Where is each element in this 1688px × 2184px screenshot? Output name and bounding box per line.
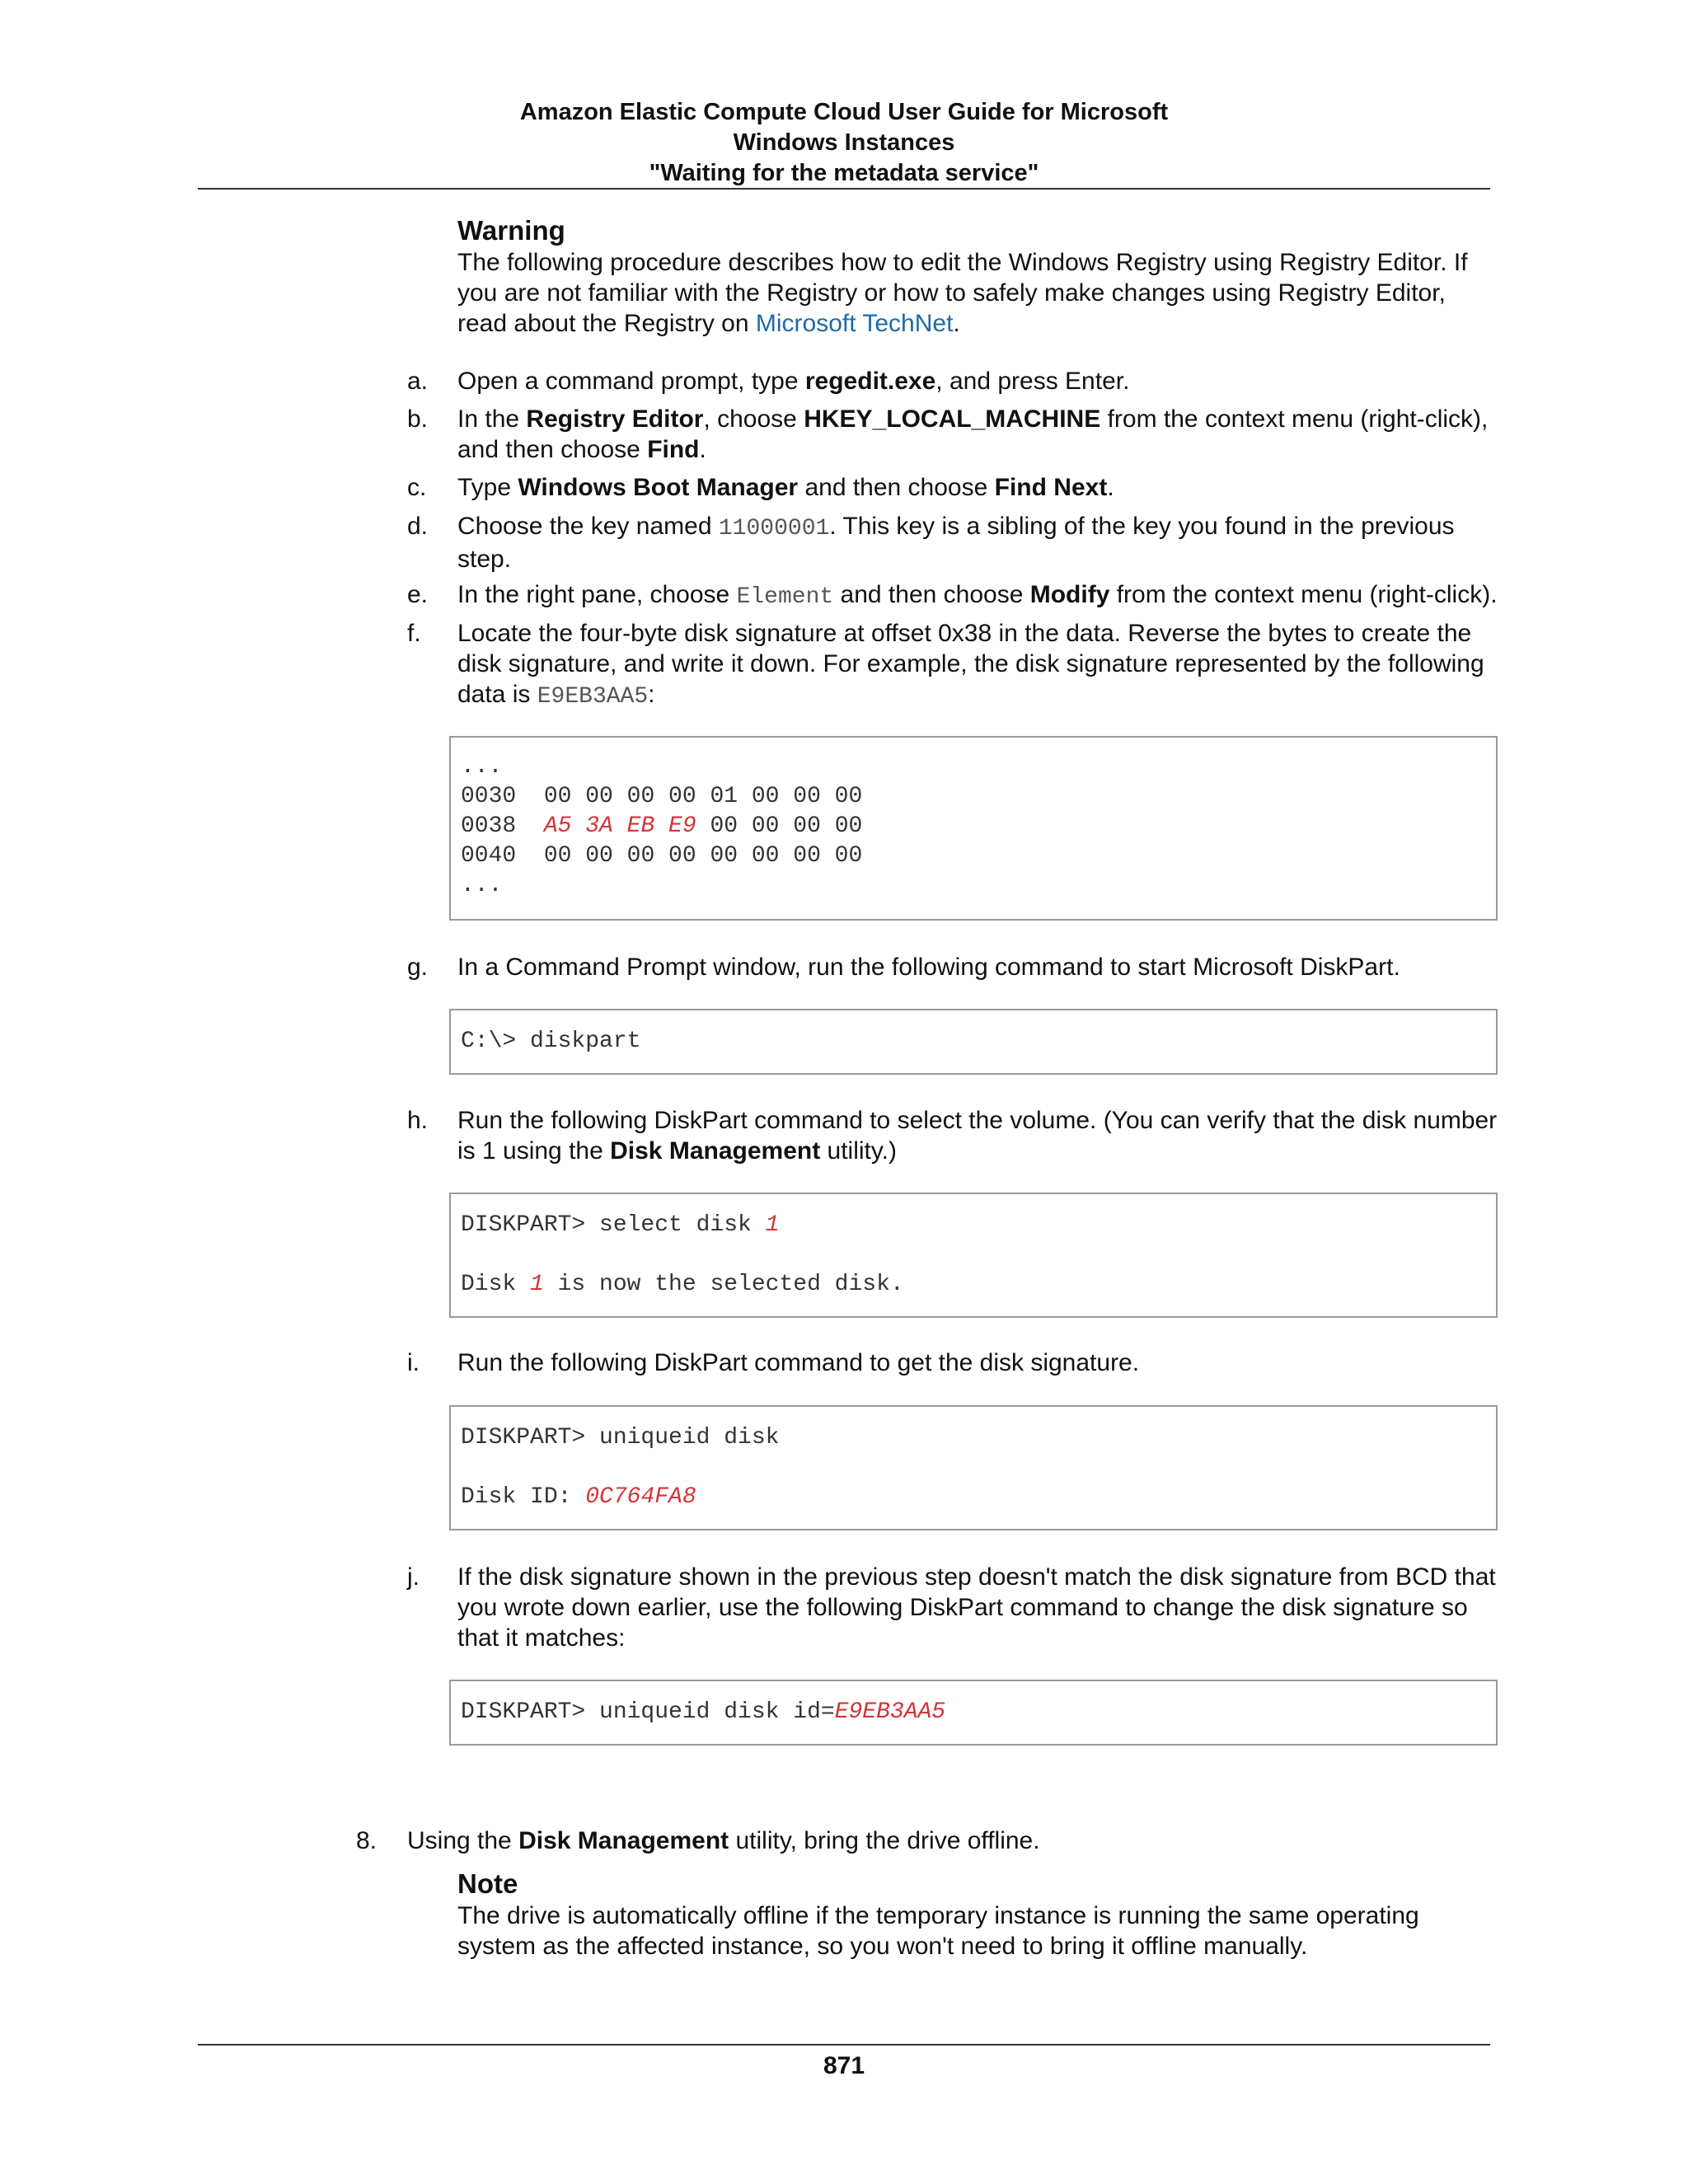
- hexdump-dots-bottom: ...: [461, 873, 503, 898]
- step-i-label: i.: [407, 1349, 420, 1376]
- disk-signature-bytes: A5 3A EB E9: [543, 813, 696, 839]
- step-b-label: b.: [407, 405, 429, 433]
- select-disk-code-block: [449, 1193, 1498, 1318]
- step-a-label: a.: [407, 368, 429, 395]
- header-line-2: Windows Instances: [733, 129, 955, 156]
- step-j-label: j.: [407, 1563, 420, 1591]
- step-g-label: g.: [407, 954, 429, 981]
- step-8-text: Using the Disk Management utility, bring the drive offline.: [407, 1827, 1040, 1854]
- diskpart-start-code-block: C:\> diskpart: [449, 1009, 1498, 1075]
- step-a-text: Open a command prompt, type regedit.exe, and press Enter.: [457, 368, 1130, 395]
- step-d-label: d.: [407, 513, 429, 540]
- note-callout: [457, 1868, 1496, 1961]
- uniqueid-output: Disk ID: 0C764FA8: [461, 1484, 696, 1510]
- new-disk-id-value: E9EB3AA5: [834, 1699, 946, 1725]
- note-text: The drive is automatically offline if the temporary instance is running the same operating system as the affected instance, so you won't need to bring it offline manually.: [457, 1902, 1419, 1960]
- step-j-text: If the disk signature shown in the previous step doesn't match the disk signature from BCD that you wrote down earlier, use the following DiskPart command to change the disk signature so that it matches:: [457, 1563, 1496, 1652]
- header-line-3: "Waiting for the metadata service": [649, 160, 1039, 186]
- step-g-text: In a Command Prompt window, run the following command to start Microsoft DiskPart.: [457, 954, 1400, 981]
- step-f-label: f.: [407, 620, 421, 647]
- header-divider: [198, 188, 1490, 190]
- uniqueid-command: DISKPART> uniqueid disk: [461, 1425, 780, 1451]
- step-e-label: e.: [407, 581, 429, 608]
- disk-id-value: 0C764FA8: [585, 1484, 696, 1510]
- microsoft-technet-link[interactable]: Microsoft TechNet: [755, 310, 954, 337]
- step-8-label: 8.: [356, 1827, 377, 1854]
- select-disk-command: DISKPART> select disk 1: [461, 1212, 780, 1238]
- header-line-1: Amazon Elastic Compute Cloud User Guide for Microsoft: [519, 99, 1169, 125]
- warning-title: Warning: [457, 215, 565, 246]
- step-b-text: In the Registry Editor, choose HKEY_LOCAL_MACHINE from the context menu (right-click), and then choose Find.: [457, 405, 1489, 463]
- step-f-text: Locate the four-byte disk signature at offset 0x38 in the data. Reverse the bytes to create the disk signature, and write it down. For example, the disk signature represented by the following data is E9EB3AA5:: [457, 620, 1484, 710]
- step-c-text: Type Windows Boot Manager and then choose Find Next.: [457, 474, 1114, 501]
- step-e-text: In the right pane, choose Element and then choose Modify from the context menu (right-click).: [457, 581, 1498, 610]
- step-h-text: Run the following DiskPart command to select the volume. (You can verify that the disk number is 1 using the Disk Management utility.): [457, 1107, 1498, 1165]
- hexdump-row-0040: 0040 00 00 00 00 00 00 00 00: [461, 843, 863, 869]
- step-d-text: Choose the key named 11000001. This key is a sibling of the key you found in the previous step.: [457, 513, 1455, 573]
- note-title: Note: [457, 1868, 518, 1899]
- step-i-text: Run the following DiskPart command to get the disk signature.: [457, 1349, 1140, 1376]
- page-header: [198, 97, 1490, 189]
- warning-callout: [457, 214, 1496, 339]
- footer-divider: [198, 2044, 1490, 2046]
- set-uniqueid-code-block: DISKPART> uniqueid disk id=E9EB3AA5: [449, 1680, 1498, 1746]
- step-h-label: h.: [407, 1107, 429, 1134]
- warning-text: The following procedure describes how to edit the Windows Registry using Registry Editor. If you are not familiar with the Registry or how to safely make changes using Registry Editor, read about the Registry on Microsoft TechNet.: [457, 249, 1468, 337]
- hexdump-code-block: [449, 736, 1498, 921]
- uniqueid-code-block: [449, 1405, 1498, 1530]
- hexdump-row-0038: 0038 A5 3A EB E9 00 00 00 00: [461, 813, 863, 839]
- select-disk-output: Disk 1 is now the selected disk.: [461, 1272, 904, 1297]
- page-number: 871: [823, 2052, 865, 2079]
- hexdump-row-0030: 0030 00 00 00 00 01 00 00 00: [461, 784, 863, 809]
- hexdump-dots-top: ...: [461, 754, 503, 780]
- step-c-label: c.: [407, 474, 427, 501]
